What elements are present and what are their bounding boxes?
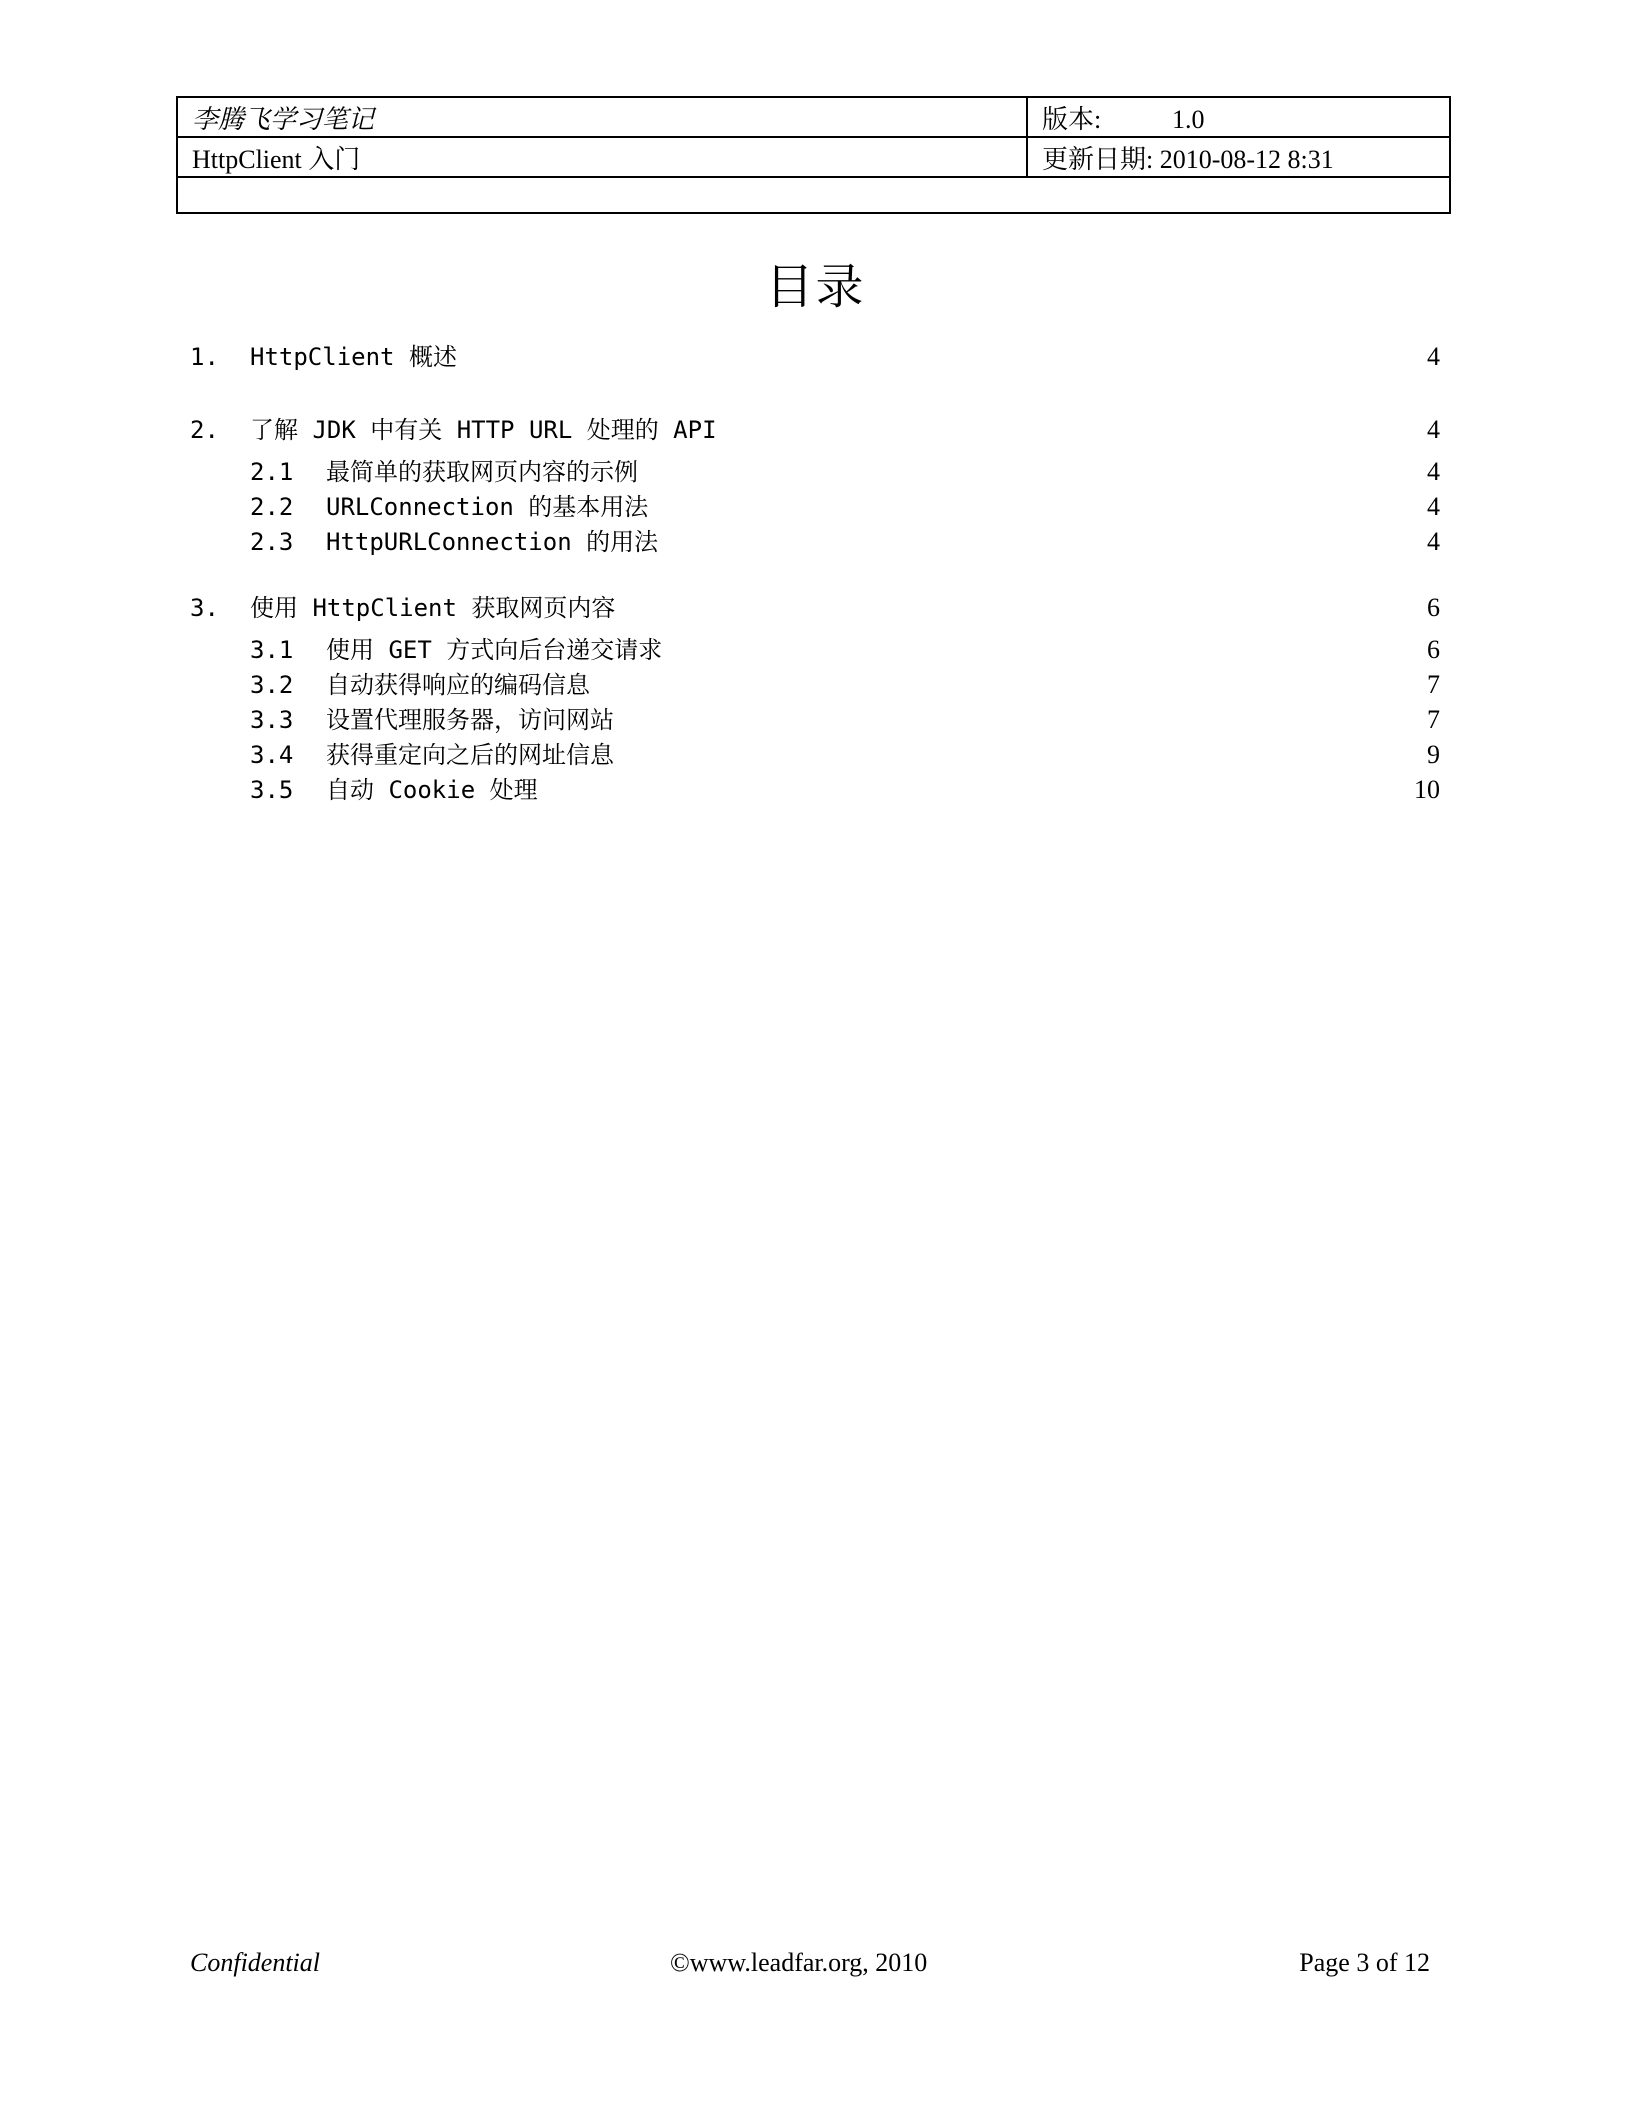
toc-entry-number: 1. — [190, 343, 219, 371]
toc-entry-title: 设置代理服务器，访问网站 — [326, 706, 614, 734]
toc-entry-number: 2.3 — [250, 528, 294, 556]
toc-entry-2-1[interactable] — [190, 455, 1440, 489]
toc-entry-title: 使用 GET 方式向后台递交请求 — [326, 636, 663, 664]
footer-page-number: Page 3 of 12 — [1299, 1948, 1430, 1977]
updated-value: 2010-08-12 8:31 — [1159, 144, 1334, 174]
toc-entry-title: 使用 HttpClient 获取网页内容 — [250, 594, 616, 622]
toc-entry-page: 7 — [1427, 670, 1440, 699]
updated-label: 更新日期: — [1042, 144, 1154, 174]
toc-entry-number: 3. — [190, 594, 219, 622]
toc-entry-3-4[interactable] — [190, 738, 1440, 772]
toc-entry-number: 3.5 — [250, 776, 294, 804]
footer-confidential: Confidential — [190, 1948, 320, 1977]
toc-entry-title: 获得重定向之后的网址信息 — [326, 741, 614, 769]
toc-entry-number: 2. — [190, 416, 219, 444]
version-label: 版本: — [1042, 104, 1102, 134]
toc-entry-3-5[interactable] — [190, 773, 1440, 807]
toc-entry-3-1[interactable] — [190, 633, 1440, 667]
header-empty-cell — [177, 177, 1450, 213]
toc-entry-number: 2.1 — [250, 458, 294, 486]
toc-entry-page: 4 — [1427, 342, 1440, 371]
toc-entry-2[interactable] — [190, 413, 1440, 447]
toc-entry-page: 10 — [1414, 775, 1440, 804]
toc-entry-number: 3.4 — [250, 741, 294, 769]
toc-entry-3-3[interactable] — [190, 703, 1440, 737]
toc-entry-page: 4 — [1427, 415, 1440, 444]
version-value: 1.0 — [1172, 104, 1205, 134]
toc-entry-number: 3.3 — [250, 706, 294, 734]
toc-entry-title: URLConnection 的基本用法 — [326, 493, 649, 521]
toc-entry-title: 自动获得响应的编码信息 — [326, 671, 590, 699]
toc-entry-page: 4 — [1427, 492, 1440, 521]
toc-entry-3[interactable] — [190, 591, 1440, 625]
page-footer — [190, 1948, 1430, 1984]
notes-title: 李腾飞学习笔记 — [177, 97, 1027, 137]
header-row-1 — [177, 97, 1450, 137]
toc-entry-title: HttpURLConnection 的用法 — [326, 528, 659, 556]
toc-entry-page: 4 — [1427, 527, 1440, 556]
updated-cell — [1027, 137, 1450, 177]
toc-entry-2-3[interactable] — [190, 525, 1440, 559]
toc-entry-title: 最简单的获取网页内容的示例 — [326, 458, 638, 486]
header-row-3 — [177, 177, 1450, 213]
toc-entry-title: 了解 JDK 中有关 HTTP URL 处理的 API — [250, 416, 717, 444]
toc-entry-page: 6 — [1427, 593, 1440, 622]
toc-entry-3-2[interactable] — [190, 668, 1440, 702]
toc-entry-page: 7 — [1427, 705, 1440, 734]
footer-copyright: ©www.leadfar.org, 2010 — [670, 1948, 928, 1977]
version-cell — [1027, 97, 1450, 137]
doc-title: HttpClient 入门 — [177, 137, 1027, 177]
toc-entry-number: 3.2 — [250, 671, 294, 699]
toc-entry-page: 9 — [1427, 740, 1440, 769]
toc-entry-number: 3.1 — [250, 636, 294, 664]
toc-entry-page: 4 — [1427, 457, 1440, 486]
toc-entry-2-2[interactable] — [190, 490, 1440, 524]
toc-entry-title: HttpClient 概述 — [250, 343, 457, 371]
toc-entry-page: 6 — [1427, 635, 1440, 664]
toc-entry-title: 自动 Cookie 处理 — [326, 776, 538, 804]
header-table — [176, 96, 1451, 214]
toc-entry-1[interactable] — [190, 340, 1440, 374]
toc-title: 目录 — [765, 259, 866, 315]
toc-entry-number: 2.2 — [250, 493, 294, 521]
header-row-2 — [177, 137, 1450, 177]
